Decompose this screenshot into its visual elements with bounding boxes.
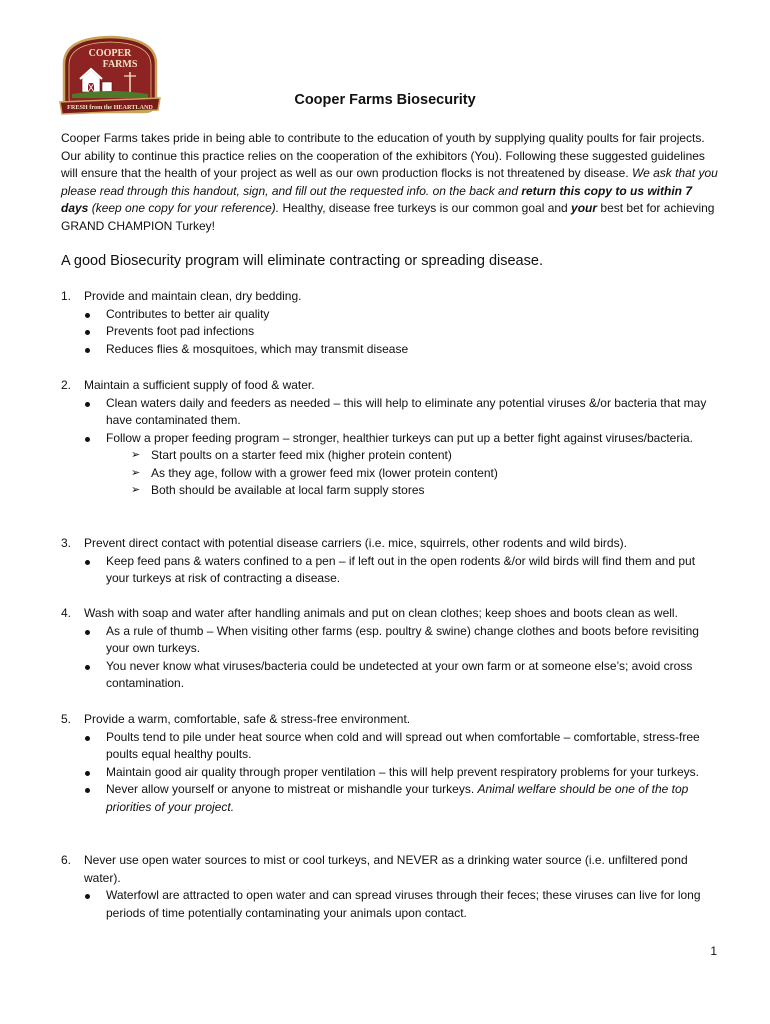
svg-text:FARMS: FARMS bbox=[102, 59, 138, 70]
item-text: Provide a warm, comfortable, safe & stress-free environment. bbox=[84, 712, 411, 726]
bullet-point: Contributes to better air quality bbox=[61, 306, 721, 324]
item-text: Maintain a sufficient supply of food & water. bbox=[84, 378, 315, 392]
bullet-point: Never allow yourself or anyone to mistreat or mishandle your turkeys. Animal welfare should be one of the top priorities of your project. bbox=[61, 781, 721, 816]
item-text: Provide and maintain clean, dry bedding. bbox=[84, 289, 302, 303]
bullet-point: Follow a proper feeding program – stronger, healthier turkeys can put up a better fight against viruses/bacteria. bbox=[61, 430, 721, 448]
intro-paragraph: Cooper Farms takes pride in being able to contribute to the education of youth by supplying quality poults for fair projects. Our ability to continue this practice relies on the cooperation of the exhibitors (You). Following these suggested guidelines will ensure that the health of your project as well as our own production flocks is not threatened by disease. We ask that you please read through this handout, sign, and fill out the requested info. on the back and return this copy to us within 7 days (keep one copy for your reference). Healthy, disease free turkeys is our common goal and your best bet for achieving GRAND CHAMPION Turkey! bbox=[61, 131, 718, 233]
item-number: 6. bbox=[61, 853, 72, 867]
bullet-point: Waterfowl are attracted to open water and can spread viruses through their feces; these viruses can live for long periods of time potentially contaminating your animals upon contact. bbox=[61, 887, 721, 922]
list-item-1 bbox=[61, 288, 721, 358]
bullet-point: Prevents foot pad infections bbox=[61, 323, 721, 341]
list-item-3 bbox=[61, 535, 721, 588]
bullet-point: Keep feed pans & waters confined to a pen – if left out in the open rodents &/or wild birds will find them and put your turkeys at risk of contracting a disease. bbox=[61, 553, 721, 588]
bullet-point: Maintain good air quality through proper ventilation – this will help prevent respiratory problems for your turkeys. bbox=[61, 764, 721, 782]
item-text: Never use open water sources to mist or cool turkeys, and NEVER as a drinking water source (i.e. unfiltered pond water). bbox=[84, 853, 688, 885]
logo-ribbon-text: FRESH from the HEARTLAND bbox=[67, 104, 153, 111]
item-number: 4. bbox=[61, 606, 72, 620]
bullet-point: Poults tend to pile under heat source when cold and will spread out when comfortable – comfortable, stress-free poults equal healthy poults. bbox=[61, 729, 721, 764]
item-number: 2. bbox=[61, 378, 72, 392]
arrow-subitem: ➢ Start poults on a starter feed mix (higher protein content) bbox=[61, 447, 721, 465]
list-item-5 bbox=[61, 711, 721, 816]
list-item-2 bbox=[61, 377, 721, 500]
item-number: 3. bbox=[61, 536, 72, 550]
bullet-point: As a rule of thumb – When visiting other farms (esp. poultry & swine) change clothes and boots before revisiting your own turkeys. bbox=[61, 623, 721, 658]
arrow-subitem: ➢ As they age, follow with a grower feed mix (lower protein content) bbox=[61, 465, 721, 483]
svg-text:COOPER: COOPER bbox=[88, 48, 132, 59]
list-item-4 bbox=[61, 605, 721, 693]
list-item-6 bbox=[61, 852, 721, 922]
item-text: Wash with soap and water after handling animals and put on clean clothes; keep shoes and boots clean as well. bbox=[84, 606, 678, 620]
section-subheading: A good Biosecurity program will eliminate contracting or spreading disease. bbox=[61, 253, 543, 269]
item-number: 1. bbox=[61, 289, 72, 303]
bullet-point: Reduces flies & mosquitoes, which may transmit disease bbox=[61, 341, 721, 359]
item-number: 5. bbox=[61, 712, 72, 726]
bullet-point: Clean waters daily and feeders as needed – this will help to eliminate any potential viruses &/or bacteria that may have contaminated them. bbox=[61, 395, 721, 430]
page-number: 1 bbox=[710, 944, 717, 958]
page-title: Cooper Farms Biosecurity bbox=[294, 92, 476, 108]
bullet-point: You never know what viruses/bacteria could be undetected at your own farm or at someone else’s; avoid cross contamination. bbox=[61, 658, 721, 693]
arrow-subitem: ➢ Both should be available at local farm supply stores bbox=[61, 482, 721, 500]
item-text: Prevent direct contact with potential disease carriers (i.e. mice, squirrels, other rodents and wild birds). bbox=[84, 536, 627, 550]
